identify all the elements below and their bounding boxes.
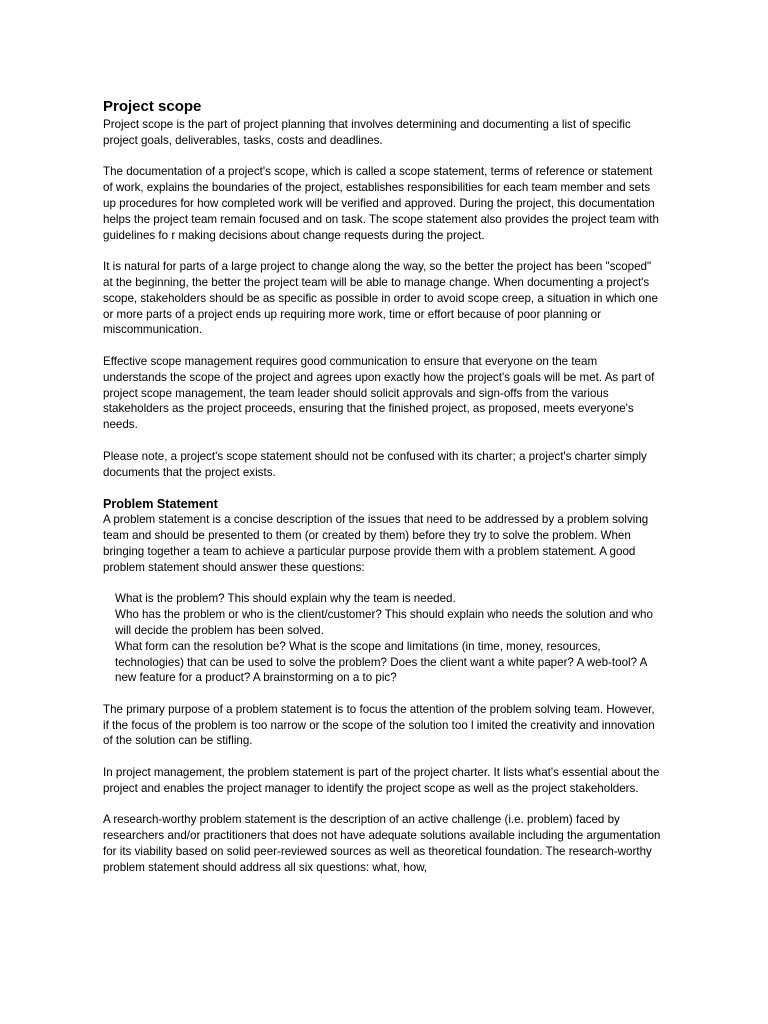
paragraph: Project scope is the part of project planning that involves determining and documenting a list of specific project goals, deliverables, tasks, costs and deadlines. bbox=[103, 118, 631, 147]
paragraph: The documentation of a project's scope, which is called a scope statement, terms of reference or statement of work, explains the boundaries of the project, establishes responsibilities for each team member and sets up procedures for how completed work will be verified and approved. During the project, this documentation helps the project team remain focused and on task. The scope statement also provides the project team with guidelines fo r making decisions about change requests during the project. bbox=[103, 165, 659, 242]
paragraph: The primary purpose of a problem statement is to focus the attention of the problem solving team. However, if the focus of the problem is too narrow or the scope of the solution too l imited the creativity and innovation of the solution can be stifling. bbox=[103, 702, 655, 748]
paragraph: It is natural for parts of a large project to change along the way, so the better the project has been "scoped" at the beginning, the better the project team will be able to manage change. When documenting a project's scope, stakeholders should be as specific as possible in order to avoid scope creep, a situation in which one or more parts of a project ends up requiring more work, time or effort because of poor planning or miscommunication. bbox=[103, 260, 658, 337]
question-item: What form can the resolution be? What is the scope and limitations (in time, money, resources, technologies) that can be used to solve the problem? Does the client want a white paper? A web-tool? A new feature for a product? A brainstorming on a to pic? bbox=[115, 639, 647, 685]
document-page bbox=[103, 97, 663, 876]
section-heading-project-scope: Project scope bbox=[103, 98, 202, 115]
section-heading-problem-statement: Problem Statement bbox=[103, 497, 218, 512]
question-item: Who has the problem or who is the client/customer? This should explain who needs the solution and who will decide the problem has been solved. bbox=[115, 608, 653, 637]
question-item: What is the problem? This should explain why the team is needed. bbox=[115, 592, 456, 606]
paragraph: A research-worthy problem statement is the description of an active challenge (i.e. problem) faced by researchers and/or practitioners that does not have adequate solutions available including the argumentation for its viability based on solid peer-reviewed sources as well as theoretical foundation. The research-worthy problem statement should address all six questions: what, how, bbox=[103, 813, 661, 874]
paragraph: A problem statement is a concise description of the issues that need to be addressed by a problem solving team and should be presented to them (or created by them) before they try to solve the problem. When bringing together a team to achieve a particular purpose provide them with a problem statement. A good problem statement should answer these questions: bbox=[103, 513, 649, 574]
paragraph: In project management, the problem statement is part of the project charter. It lists what's essential about the project and enables the project manager to identify the project scope as well as the project stakeholders. bbox=[103, 766, 660, 795]
paragraph: Please note, a project's scope statement should not be confused with its charter; a project's charter simply documents that the project exists. bbox=[103, 449, 647, 479]
paragraph: Effective scope management requires good communication to ensure that everyone on the team understands the scope of the project and agrees upon exactly how the project's goals will be met. As part of project scope management, the team leader should solicit approvals and sign-offs from the various stakeholders as the project proceeds, ensuring that the finished project, as proposed, meets everyone's needs. bbox=[103, 354, 655, 432]
